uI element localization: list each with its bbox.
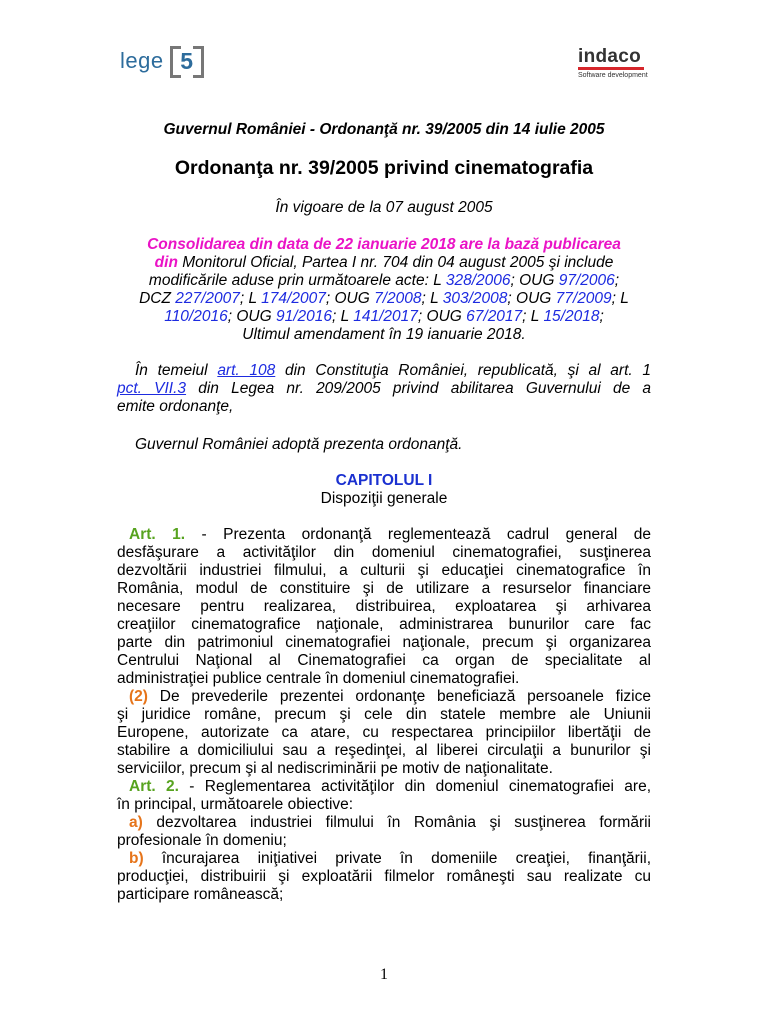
- art1-paragraph-2-label: (2): [129, 688, 148, 705]
- art2-label: Art. 2.: [129, 778, 179, 795]
- indaco-logo[interactable]: [578, 48, 648, 79]
- amendment-link-oug-77-2009[interactable]: 77/2009: [555, 290, 612, 307]
- amendment-link-l-110-2016[interactable]: 110/2016: [164, 308, 228, 325]
- pct-vii-3-link[interactable]: pct. VII.3: [117, 380, 187, 397]
- indaco-logo-bar: [578, 67, 644, 70]
- in-force-text: În vigoare de la 07 august 2005: [275, 199, 493, 216]
- amendment-link-oug-7-2008[interactable]: 7/2008: [374, 290, 422, 307]
- amendment-link-l-141-2017[interactable]: 141/2017: [353, 308, 418, 325]
- last-amendment: Ultimul amendament în 19 ianuarie 2018.: [242, 326, 526, 343]
- lege-logo-box: [170, 46, 204, 76]
- indaco-logo-word: indaco: [578, 46, 642, 67]
- consolidation-highlight: Consolidarea din data de 22 ianuarie 2018 are la bază publicarea: [147, 236, 621, 253]
- consolidation-block: Consolidarea din data de 22 ianuarie 2018 are la bază publicarea din Monitorul Oficial, Partea I nr. 704 din 04 august 2005 şi include modificările aduse prin următoarele acte: L 328/2006; OUG 97/2006; DCZ 227/2007; L 174/2007; OUG 7/2008; L 303/2008; OUG 77/2009; L 110/2016; OUG 91/2016; L 141/2017; OUG 67/2017; L 15/2018; Ultimul amendament în 19 ianuarie 2018.: [117, 236, 651, 344]
- adoption-statement: Guvernul României adoptă prezenta ordonanţă.: [135, 436, 463, 453]
- top-title: Guvernul României - Ordonanţă nr. 39/2005 din 14 iulie 2005: [163, 121, 605, 138]
- lege5-logo[interactable]: [120, 46, 204, 76]
- chapter-subtitle: Dispoziţii generale: [320, 490, 448, 507]
- amendment-link-oug-91-2016[interactable]: 91/2016: [275, 308, 332, 325]
- consolidation-highlight-2: din: [154, 254, 178, 271]
- legal-basis-paragraph: În temeiul art. 108 din Constituţia României, republicată, şi al art. 1 pct. VII.3 din Legea nr. 209/2005 privind abilitarea Guvernului de a emite ordonanţe,: [117, 362, 652, 415]
- amendment-link-dcz-227-2007[interactable]: 227/2007: [175, 290, 240, 307]
- amendment-link-l-15-2018[interactable]: 15/2018: [543, 308, 600, 325]
- chapter-title: CAPITOLUL I: [335, 472, 433, 489]
- amendment-link-l-174-2007[interactable]: 174/2007: [261, 290, 326, 307]
- item-a-label: a): [129, 814, 143, 831]
- amendment-link-l-303-2008[interactable]: 303/2008: [442, 290, 508, 307]
- art1-label: Art. 1.: [129, 526, 186, 543]
- amendment-link-oug-67-2017[interactable]: 67/2017: [466, 308, 523, 325]
- lege-logo-word: lege: [120, 48, 164, 73]
- indaco-logo-sub: Software development: [578, 72, 648, 79]
- constitution-art-108-link[interactable]: art. 108: [217, 362, 276, 379]
- articles-body: Art. 1. - Prezenta ordonanţă reglementează cadrul general de desfăşurare a activităţilor din domeniul cinematografiei, susţinerea dezvoltării industriei filmului, a culturii şi educaţiei cinematografice în România, modul de constituire şi de utilizare a resurselor financiare necesare pentru realizarea, distribuirea, exploatarea şi arhivarea creaţiilor cinematografice naţionale, administrarea bunurilor care fac parte din patrimoniul cinematografiei naţionale, precum şi organizarea Centrului Naţional al Cinematografiei ca organ de specialitate al administraţiei publice centrale în domeniul cinematografiei. (2) De prevederile prezentei ordonanţe beneficiază persoanele fizice şi juridice române, precum şi cele din statele membre ale Uniunii Europene, autorizate ca atare, cu respectarea principiilor libertăţii de stabilire a domiciliului sau a reşedinţei, al liberei circulaţii a bunurilor şi serviciilor, precum şi al nediscriminării pe motiv de naţionalitate. Art. 2. - Reglementarea activităţilor din domeniul cinematografiei are, în principal, următoarele obiective: a) dezvoltarea industriei filmului în România şi susţinerea formării profesionale în domeniu; b) încurajarea iniţiativei private în domeniile creaţiei, finanţării, producţiei, distribuirii şi exploatării filmelor româneşti sau realizate cu participare românească;: [117, 526, 651, 903]
- chapter-heading: [117, 472, 651, 508]
- page-number: 1: [380, 966, 388, 983]
- main-title: Ordonanţa nr. 39/2005 privind cinematografia: [174, 157, 594, 179]
- lege-logo-number: 5: [180, 48, 193, 74]
- consolidation-text: Monitorul Oficial, Partea I nr. 704 din 04 august 2005 şi include: [177, 254, 614, 271]
- item-b-label: b): [129, 850, 144, 867]
- amendment-link-l-328-2006[interactable]: 328/2006: [445, 272, 511, 289]
- art1-first-line: Art. 1. - Prezenta ordonanţă reglementează cadrul general de: [129, 526, 651, 543]
- amendment-link-oug-97-2006[interactable]: 97/2006: [558, 272, 615, 289]
